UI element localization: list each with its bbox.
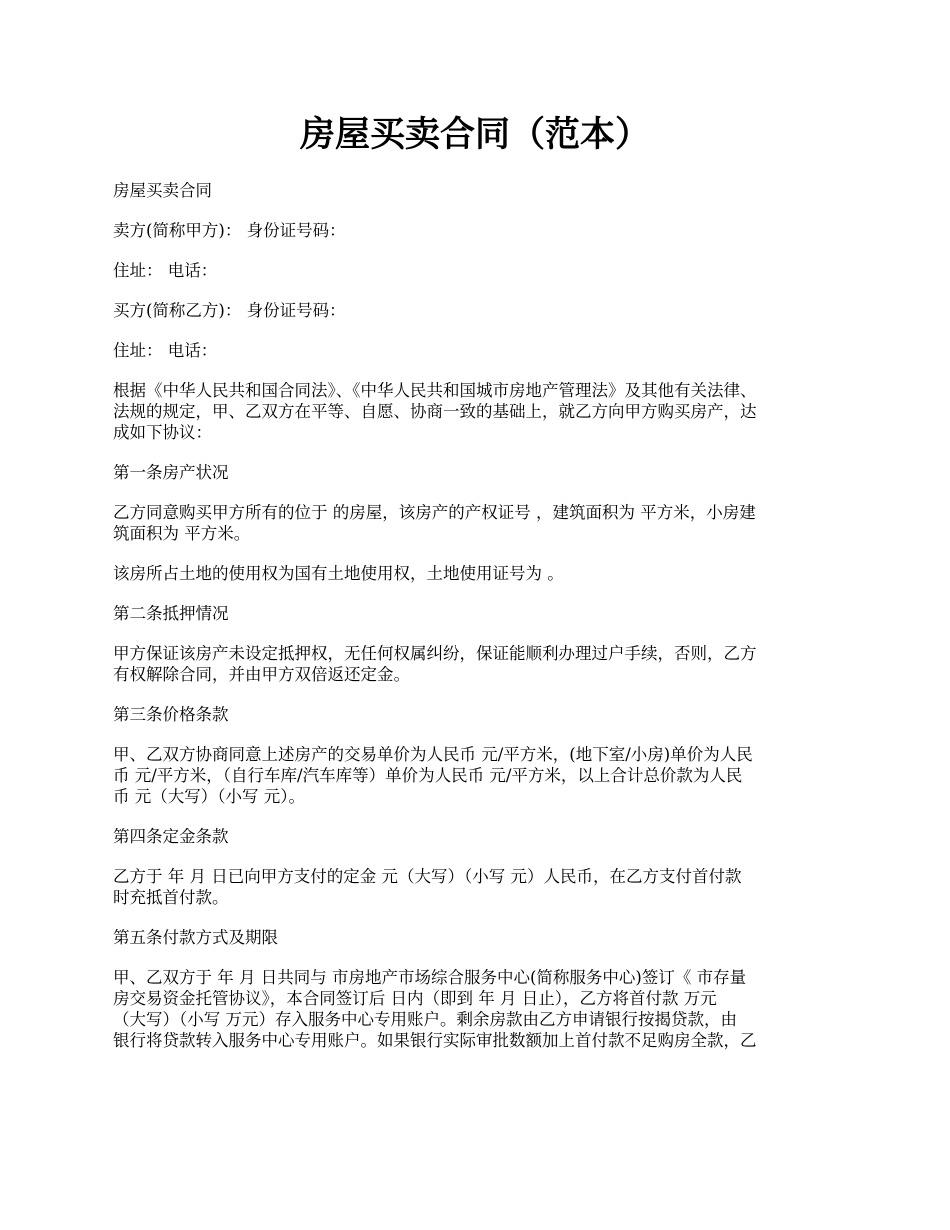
text-line: 第二条抵押情况 [113, 604, 229, 623]
section-heading [113, 826, 843, 847]
paragraph [113, 967, 843, 1051]
section-heading [113, 603, 843, 624]
text-line: 住址： 电话： [113, 261, 218, 280]
paragraph [113, 180, 843, 201]
paragraph [113, 260, 843, 281]
section-heading [113, 462, 843, 483]
paragraph [113, 563, 843, 584]
paragraph [113, 340, 843, 361]
text-line: （大写）（小写 万元）存入服务中心专用账户。剩余房款由乙方申请银行按揭贷款，由 [113, 1010, 737, 1029]
text-line: 第一条房产状况 [113, 463, 229, 482]
text-line: 根据《中华人民共和国合同法》、《中华人民共和国城市房地产管理法》及其他有关法律、 [113, 381, 757, 400]
paragraph [113, 643, 843, 685]
paragraph [113, 502, 843, 544]
text-line: 房交易资金托管协议》，本合同签订后 日内（即到 年 月 日止），乙方将首付款 万元 [113, 989, 717, 1008]
text-line: 乙方于 年 月 日已向甲方支付的定金 元（大写）（小写 元）人民币，在乙方支付首付款 [113, 867, 742, 886]
text-line: 甲方保证该房产未设定抵押权，无任何权属纠纷，保证能顺利办理过户手续，否则，乙方 [113, 644, 757, 663]
text-line: 币 元/平方米，（自行车库/汽车库等）单价为人民币 元/平方米，以上合计总价款为人民 [113, 766, 743, 785]
text-line: 乙方同意购买甲方所有的位于 的房屋，该房产的产权证号 ，建筑面积为 平方米，小房建 [113, 503, 756, 522]
paragraph [113, 220, 843, 241]
document-title: 房屋买卖合同（范本） [299, 114, 650, 155]
document-body [113, 180, 843, 1070]
text-line: 银行将贷款转入服务中心专用账户。如果银行实际审批数额加上首付款不足购房全款，乙 [113, 1031, 757, 1050]
text-line: 法规的规定，甲、乙双方在平等、自愿、协商一致的基础上，就乙方向甲方购买房产，达 [113, 402, 757, 421]
text-line: 甲、乙双方于 年 月 日共同与 市房地产市场综合服务中心(简称服务中心)签订《 市存量 [113, 968, 747, 987]
text-line: 筑面积为 平方米。 [113, 524, 251, 543]
text-line: 买方(简称乙方)： 身份证号码： [113, 301, 346, 320]
text-line: 有权解除合同，并由甲方双倍返还定金。 [113, 665, 410, 684]
text-line: 第三条价格条款 [113, 705, 229, 724]
text-line: 该房所占土地的使用权为国有土地使用权，土地使用证号为 。 [113, 564, 564, 583]
text-line: 成如下协议： [113, 423, 212, 442]
text-line: 房屋买卖合同 [113, 181, 212, 200]
text-line: 时充抵首付款。 [113, 888, 229, 907]
text-line: 币 元（大写）（小写 元）。 [113, 787, 305, 806]
paragraph [113, 744, 843, 807]
paragraph [113, 300, 843, 321]
text-line: 甲、乙双方协商同意上述房产的交易单价为人民币 元/平方米，(地下室/小房)单价为人民 [113, 745, 753, 764]
text-line: 住址： 电话： [113, 341, 218, 360]
paragraph [113, 380, 843, 443]
section-heading [113, 704, 843, 725]
text-line: 第五条付款方式及期限 [113, 928, 278, 947]
text-line: 卖方(简称甲方)： 身份证号码： [113, 221, 346, 240]
paragraph [113, 866, 843, 908]
section-heading [113, 927, 843, 948]
text-line: 第四条定金条款 [113, 827, 229, 846]
